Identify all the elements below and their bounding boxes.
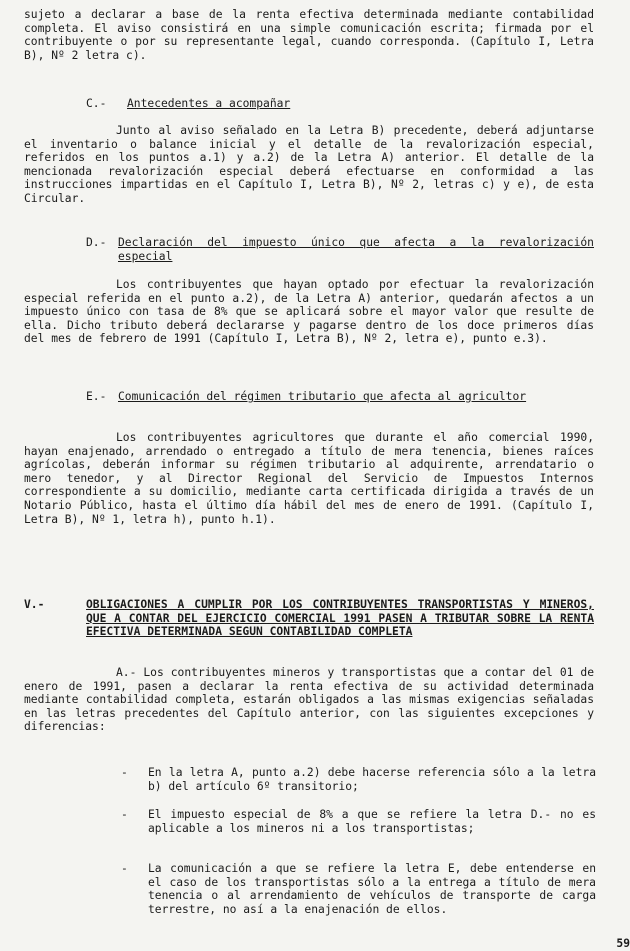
- page-number: 59: [616, 937, 630, 950]
- section-d-label: D.-: [86, 236, 107, 249]
- section-d-body: Los contribuyentes que hayan optado por efectuar la revalorización especial referida en el punto a.2), de la Letra A) anterior, quedarán afectos a un impuesto único con tasa de 8% que se aplicará sobre el mayor valor que resulte de ella. Dicho tributo deberá declararse y pagarse dentro de los doce primeros días del mes de febrero de 1991 (Capítulo I, Letra B), Nº 2, letra e), punto e.3).: [24, 278, 594, 346]
- bullet-2-dash: -: [121, 808, 128, 821]
- section-e-body: Los contribuyentes agricultores que durante el año comercial 1990, hayan enajenado, arrendado o entregado a título de mera tenencia, bienes raíces agrícolas, deberán informar su régimen tributario al adquirente, arrendatario o mero tenedor, y al Director Regional del Servicio de Impuestos Internos correspondiente a su domicilio, mediante carta certificada dirigida a través de un Notario Público, hasta el último día hábil del mes de enero de 1991. (Capítulo I, Letra B), Nº 1, letra h), punto h.1).: [24, 431, 594, 526]
- bullet-1-dash: -: [121, 766, 128, 779]
- section-e-label: E.-: [86, 390, 107, 403]
- intro-paragraph: sujeto a declarar a base de la renta efectiva determinada mediante contabilidad completa. El aviso consistirá en una simple comunicación escrita; firmada por el contribuyente o por su representante legal, cuando corresponda. (Capítulo I, Letra B), Nº 2 letra c).: [24, 8, 594, 62]
- bullet-1-text: En la letra A, punto a.2) debe hacerse referencia sólo a la letra b) del artículo 6º transitorio;: [148, 766, 596, 793]
- section-c-label: C.-: [86, 97, 107, 110]
- section-v-title: OBLIGACIONES A CUMPLIR POR LOS CONTRIBUYENTES TRANSPORTISTAS Y MINEROS, QUE A CONTAR DEL EJERCICIO COMERCIAL 1991 PASEN A TRIBUTAR SOBRE LA RENTA EFECTIVA DETERMINADA SEGUN CONTABILIDAD COMPLETA: [86, 598, 594, 639]
- bullet-3-dash: -: [121, 862, 128, 875]
- section-d-title: Declaración del impuesto único que afecta a la revalorización especial: [118, 236, 594, 263]
- bullet-3-text: La comunicación a que se refiere la letra E, debe entenderse en el caso de los transportistas sólo a la entrega a título de mera tenencia o al arrendamiento de vehículos de transporte de carga terrestre, no así a la enajenación de ellos.: [148, 862, 596, 916]
- section-e-title: Comunicación del régimen tributario que afecta al agricultor: [118, 390, 527, 403]
- section-v-a-paragraph: A.- Los contribuyentes mineros y transportistas que a contar del 01 de enero de 1991, pasen a declarar la renta efectiva de su actividad determinada mediante contabilidad completa, estarán obligados a las mismas exigencias señaladas en las letras precedentes del Capítulo anterior, con las siguientes excepciones y diferencias:: [24, 666, 594, 734]
- bullet-2-text: El impuesto especial de 8% a que se refiere la letra D.- no es aplicable a los mineros ni a los transportistas;: [148, 808, 596, 835]
- section-c-title: Antecedentes a acompañar: [127, 97, 291, 110]
- section-c-body: Junto al aviso señalado en la Letra B) precedente, deberá adjuntarse el inventario o balance inicial y el detalle de la revalorización especial, referidos en los puntos a.1) y a.2) de la Letra A) anterior. El detalle de la mencionada revalorización especial deberá efectuarse en conformidad a las instrucciones impartidas en el Capítulo I, Letra B), Nº 2, letras c) y e), de esta Circular.: [24, 124, 594, 205]
- section-v-label: V.-: [24, 598, 45, 611]
